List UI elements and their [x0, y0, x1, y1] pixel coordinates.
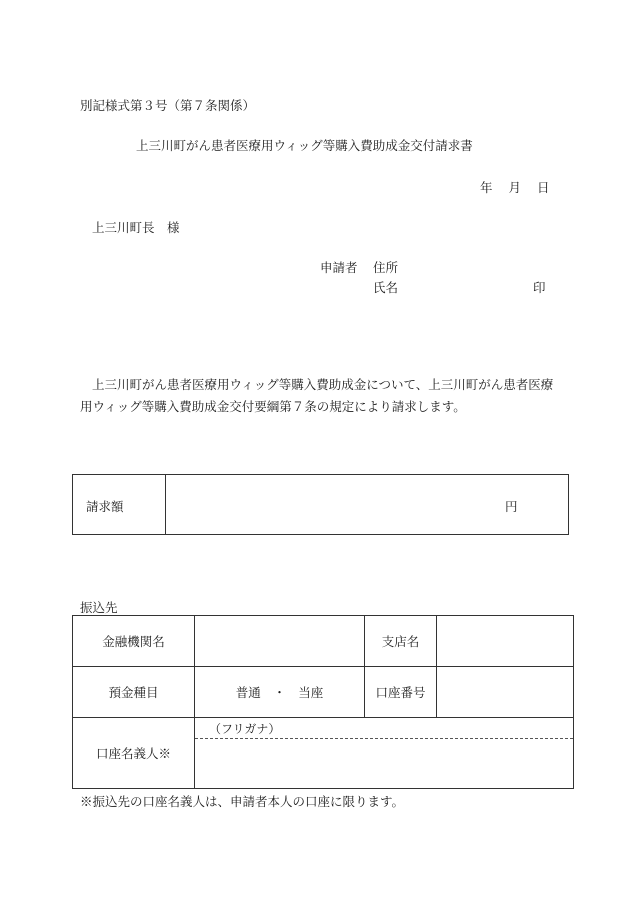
deposit-type-options[interactable]: 普通 ・ 当座: [195, 667, 365, 718]
date-line: [480, 178, 550, 196]
account-number-field[interactable]: [437, 667, 574, 718]
transfer-heading: 振込先: [80, 600, 118, 615]
seal-mark: 印: [533, 280, 546, 295]
branch-label: 支店名: [365, 616, 437, 667]
branch-field[interactable]: [437, 616, 574, 667]
applicant-label: 申請者: [320, 260, 358, 275]
yen-unit: 円: [505, 499, 518, 514]
account-holder-label: 口座名義人※: [73, 718, 195, 789]
amount-label: 請求額: [86, 499, 124, 514]
deposit-type-label: 預金種目: [73, 667, 195, 718]
document-title: 上三川町がん患者医療用ウィッグ等購入費助成金交付請求書: [136, 138, 473, 153]
body-text: 上三川町がん患者医療用ウィッグ等購入費助成金について、上三川町がん患者医療用ウィッグ等購入費助成金交付要綱第７条の規定により請求します。: [80, 377, 554, 414]
amount-box: [72, 474, 569, 535]
day-label: 日: [537, 180, 550, 195]
amount-divider: [165, 475, 166, 534]
name-label: 氏名: [373, 280, 399, 295]
addressee: 上三川町長 様: [92, 220, 180, 235]
month-label: 月: [508, 180, 522, 195]
account-number-label: 口座番号: [365, 667, 437, 718]
account-holder-field[interactable]: [195, 718, 574, 789]
year-label: 年: [480, 180, 493, 195]
bank-name-label: 金融機関名: [73, 616, 195, 667]
address-label: 住所: [373, 260, 399, 275]
furigana-divider: [195, 738, 573, 739]
bank-row: [73, 616, 574, 667]
footnote: ※振込先の口座名義人は、申請者本人の口座に限ります。: [80, 794, 405, 809]
bank-table: [72, 615, 574, 789]
bank-name-field[interactable]: [195, 616, 365, 667]
holder-row: [73, 718, 574, 789]
form-number: 別記様式第３号（第７条関係）: [80, 98, 256, 113]
deposit-row: [73, 667, 574, 718]
furigana-label: （フリガナ）: [209, 722, 281, 736]
